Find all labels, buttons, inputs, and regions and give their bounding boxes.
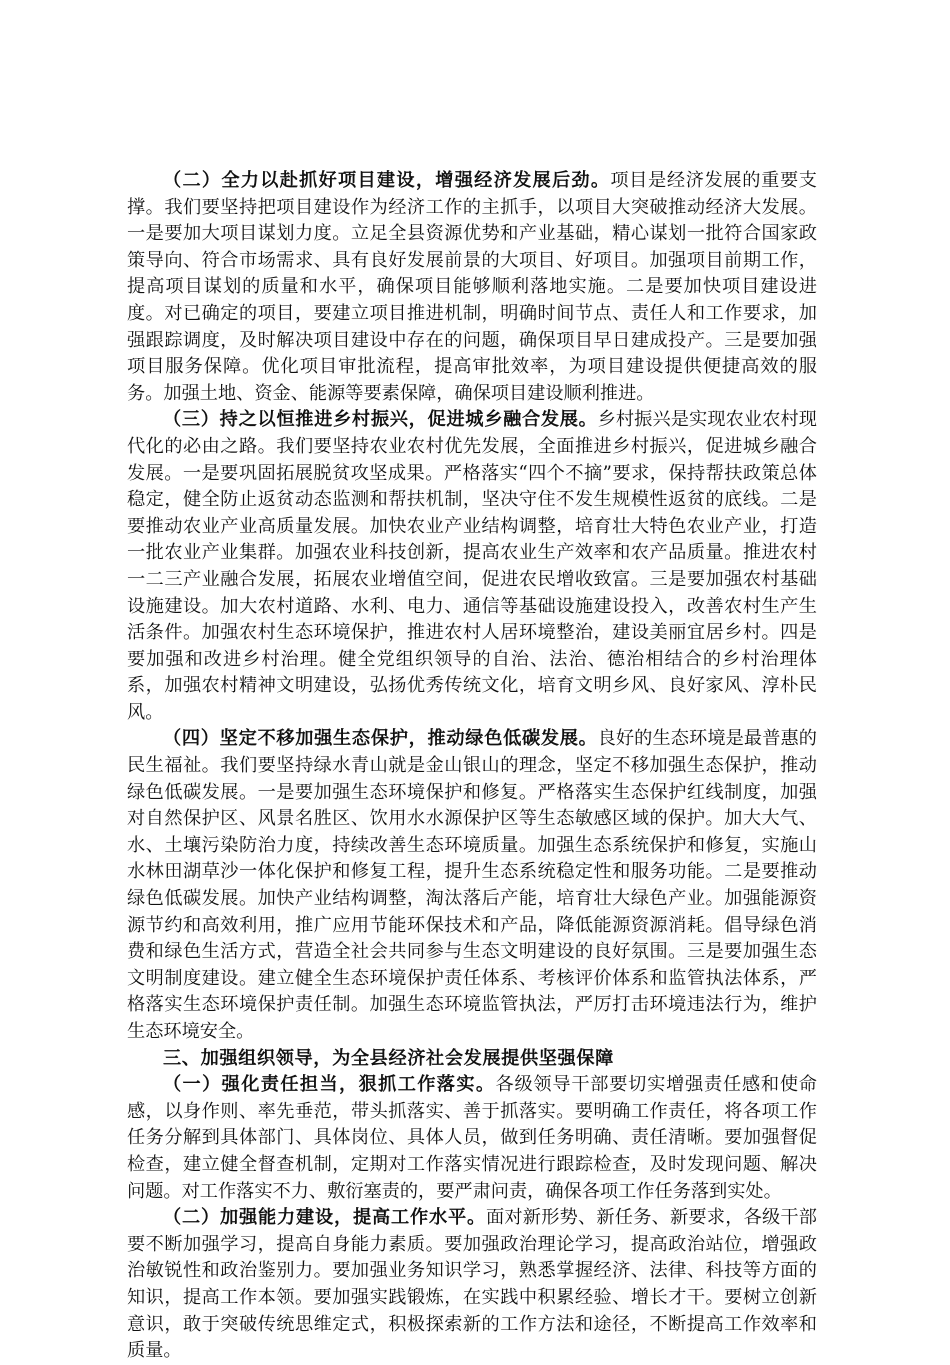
paragraph-lead-heading: （四）坚定不移加强生态保护，推动绿色低碳发展。 [163,728,598,750]
paragraph-text: 乡村振兴是实现农业农村现代化的必由之路。我们要坚持农业农村优先发展，全面推进乡村振兴，促进城乡融合发展。一是要巩固拓展脱贫攻坚成果。严格落实“四个不摘”要求，保持帮扶政策总体稳定，健全防止返贫动态监测和帮扶机制，坚决守住不发生规模性返贫的底线。二是要推动农业产业高质量发展。加快农业产业结构调整，培育壮大特色农业产业，打造一批农业产业集群。加强农业科技创新，提高农业生产效率和农产品质量。推进农村一二三产业融合发展，拓展农业增值空间，促进农民增收致富。三是要加强农村基础设施建设。加大农村道路、水利、电力、通信等基础设施建设投入，改善农村生产生活条件。加强农村生态环境保护，推进农村人居环境整治，建设美丽宜居乡村。四是要加强和改进乡村治理。健全党组织领导的自治、法治、德治相结合的乡村治理体系，加强农村精神文明建设，弘扬优秀传统文化，培育文明乡风、良好家风、淳朴民风。 [127,409,817,723]
paragraph-lead-heading: （三）持之以恒推进乡村振兴，促进城乡融合发展。 [163,409,598,431]
paragraph-text: 项目是经济发展的重要支撑。我们要坚持把项目建设作为经济工作的主抓手，以项目大突破推动经济大发展。一是要加大项目谋划力度。立足全县资源优势和产业基础，精心谋划一批符合国家政策导向、符合市场需求、具有良好发展前景的大项目、好项目。加强项目前期工作，提高项目谋划的质量和水平，确保项目能够顺利落地实施。二是要加快项目建设进度。对已确定的项目，要建立项目推进机制，明确时间节点、责任人和工作要求，加强跟踪调度，及时解决项目建设中存在的问题，确保项目早日建成投产。三是要加强项目服务保障。优化项目审批流程，提高审批效率，为项目建设提供便捷高效的服务。加强土地、资金、能源等要素保障，确保项目建设顺利推进。 [127,170,817,404]
paragraph-project-construction [127,168,817,407]
paragraph-lead-heading: （二）加强能力建设，提高工作水平。 [163,1207,486,1229]
paragraph-lead-heading: （一）强化责任担当，狠抓工作落实。 [163,1074,496,1096]
paragraph-ecological-protection [127,726,817,1045]
paragraph-responsibility [127,1072,817,1205]
document-body [127,168,817,1365]
paragraph-text: 良好的生态环境是最普惠的民生福祉。我们要坚持绿水青山就是金山银山的理念，坚定不移加强生态保护，推动绿色低碳发展。一是要加强生态环境保护和修复。严格落实生态保护红线制度，加强对自然保护区、风景名胜区、饮用水水源保护区等生态敏感区域的保护。加大大气、水、土壤污染防治力度，持续改善生态环境质量。加强生态系统保护和修复，实施山水林田湖草沙一体化保护和修复工程，提升生态系统稳定性和服务功能。二是要推动绿色低碳发展。加快产业结构调整，淘汰落后产能，培育壮大绿色产业。加强能源资源节约和高效利用，推广应用节能环保技术和产品，降低能源资源消耗。倡导绿色消费和绿色生活方式，营造全社会共同参与生态文明建设的良好氛围。三是要加强生态文明制度建设。建立健全生态环境保护责任体系、考核评价体系和监管执法体系，严格落实生态环境保护责任制。加强生态环境监管执法，严厉打击环境违法行为，维护生态环境安全。 [127,728,817,1042]
paragraph-rural-revitalization [127,407,817,726]
paragraph-capacity-building [127,1205,817,1365]
section-heading: 三、加强组织领导，为全县经济社会发展提供坚强保障 [163,1047,614,1069]
paragraph-text: 各级领导干部要切实增强责任感和使命感，以身作则、率先垂范，带头抓落实、善于抓落实。要明确工作责任，将各项工作任务分解到具体部门、具体岗位、具体人员，做到任务明确、责任清晰。要加强督促检查，建立健全督查机制，定期对工作落实情况进行跟踪检查，及时发现问题、解决问题。对工作落实不力、敷衍塞责的，要严肃问责，确保各项工作任务落到实处。 [127,1074,817,1202]
paragraph-text: 面对新形势、新任务、新要求，各级干部要不断加强学习，提高自身能力素质。要加强政治理论学习，提高政治站位，增强政治敏锐性和政治鉴别力。要加强业务知识学习，熟悉掌握经济、法律、科技等方面的知识，提高工作本领。要加强实践锻炼，在实践中积累经验、增长才干。要树立创新意识，敢于突破传统思维定式，积极探索新的工作方法和途径，不断提高工作效率和质量。 [127,1207,817,1362]
paragraph-lead-heading: （二）全力以赴抓好项目建设，增强经济发展后劲。 [163,170,611,191]
